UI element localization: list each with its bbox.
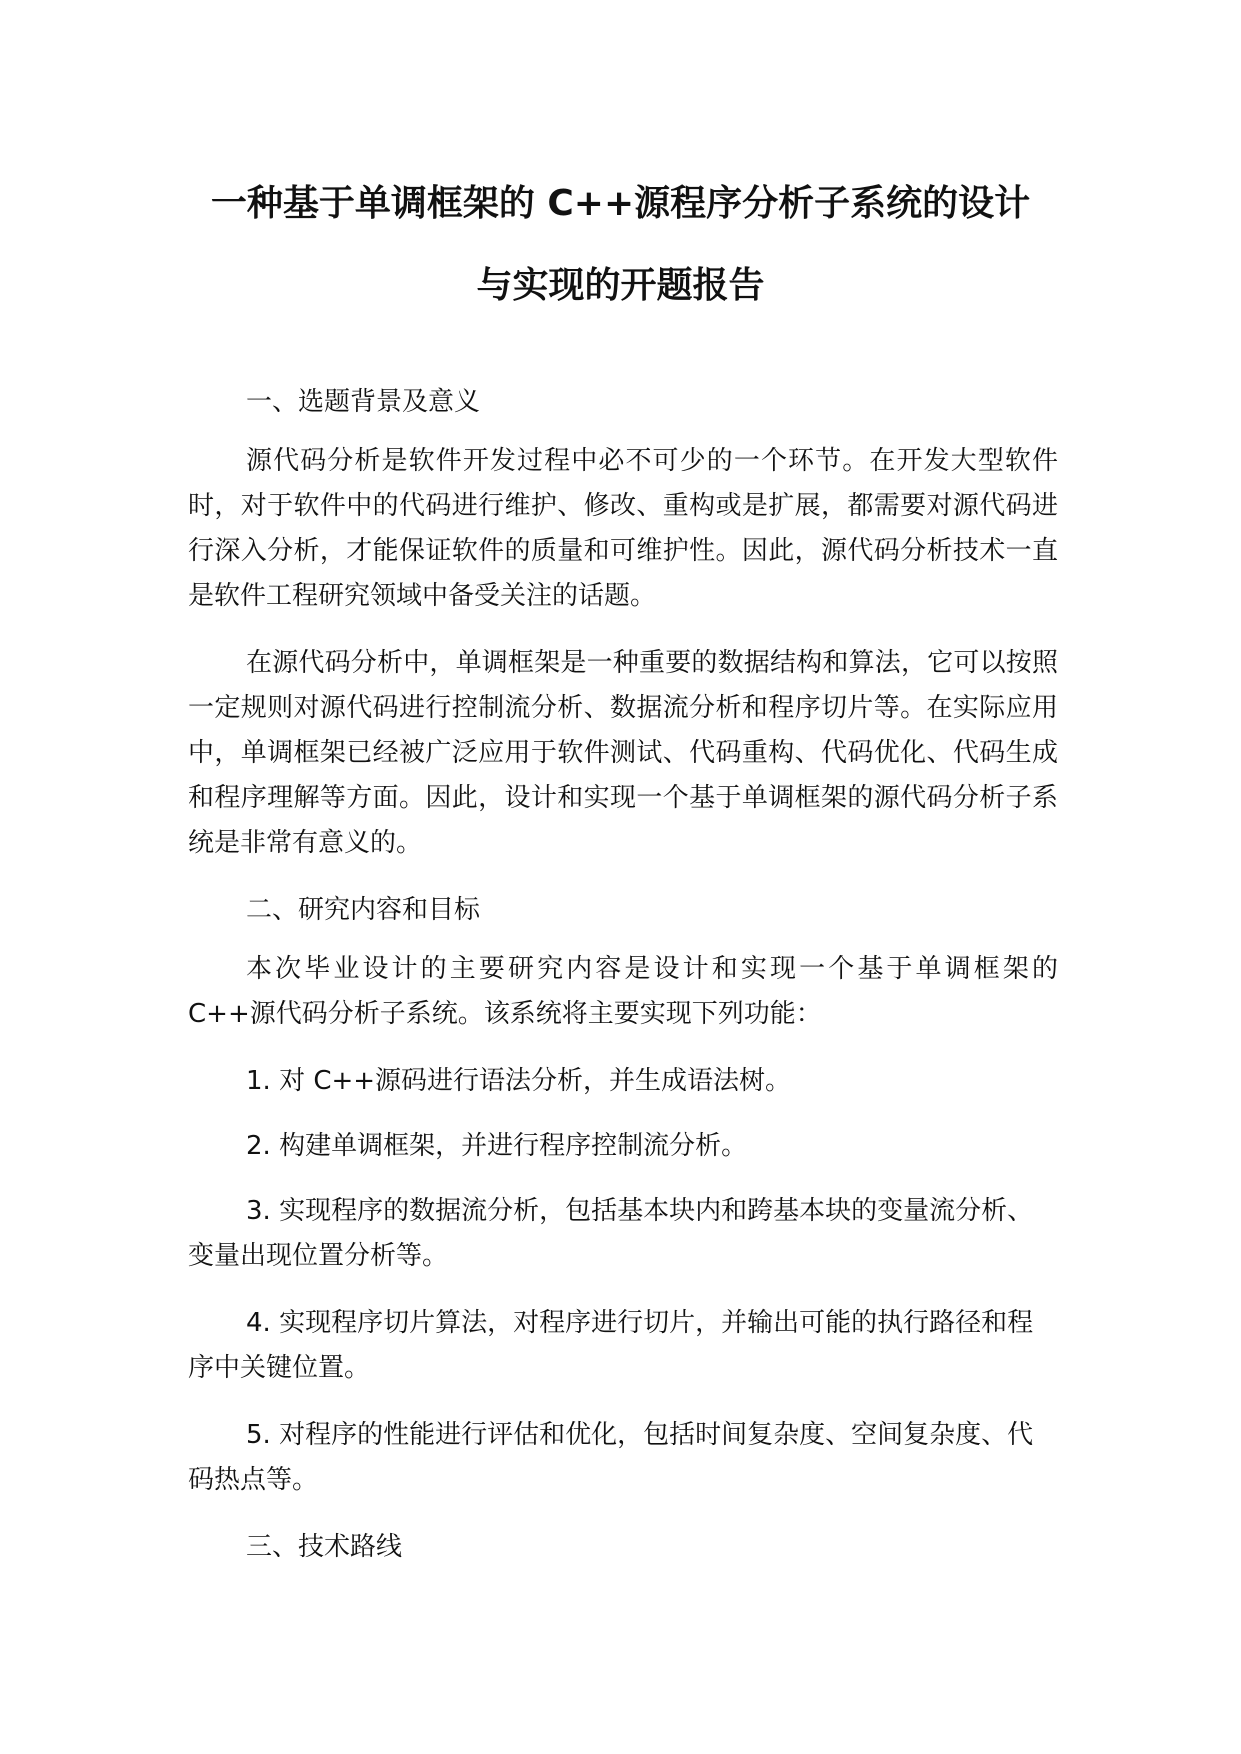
list-item-4: 4. 实现程序切片算法，对程序进行切片，并输出可能的执行路径和程序中关键位置。 <box>188 1308 1034 1383</box>
paragraph-background-1: 源代码分析是软件开发过程中必不可少的一个环节。在开发大型软件时，对于软件中的代码进行维护、修改、重构或是扩展，都需要对源代码进行深入分析，才能保证软件的质量和可维护性。因此，源代码分析技术一直是软件工程研究领域中备受关注的话题。 <box>188 446 1058 611</box>
list-item-3: 3. 实现程序的数据流分析，包括基本块内和跨基本块的变量流分析、变量出现位置分析等。 <box>188 1196 1034 1271</box>
paragraph-background-2: 在源代码分析中，单调框架是一种重要的数据结构和算法，它可以按照一定规则对源代码进行控制流分析、数据流分析和程序切片等。在实际应用中，单调框架已经被广泛应用于软件测试、代码重构、代码优化、代码生成和程序理解等方面。因此，设计和实现一个基于单调框架的源代码分析子系统是非常有意义的。 <box>188 648 1058 858</box>
document-body <box>188 380 1058 1584</box>
document-title-line-2: 与实现的开题报告 <box>476 265 765 306</box>
section-heading-background: 一、选题背景及意义 <box>246 387 481 417</box>
paragraph-research-intro: 本次毕业设计的主要研究内容是设计和实现一个基于单调框架的C++源代码分析子系统。该系统将主要实现下列功能： <box>188 954 1058 1029</box>
section-heading-tech-route: 三、技术路线 <box>246 1532 403 1562</box>
section-heading-research: 二、研究内容和目标 <box>246 895 481 925</box>
list-item-5: 5. 对程序的性能进行评估和优化，包括时间复杂度、空间复杂度、代码热点等。 <box>188 1420 1034 1495</box>
list-item-1: 1. 对 C++源码进行语法分析，并生成语法树。 <box>246 1066 792 1096</box>
document-title-line-1: 一种基于单调框架的 C++源程序分析子系统的设计 <box>210 183 1031 224</box>
list-item-2: 2. 构建单调框架，并进行程序控制流分析。 <box>246 1131 748 1161</box>
